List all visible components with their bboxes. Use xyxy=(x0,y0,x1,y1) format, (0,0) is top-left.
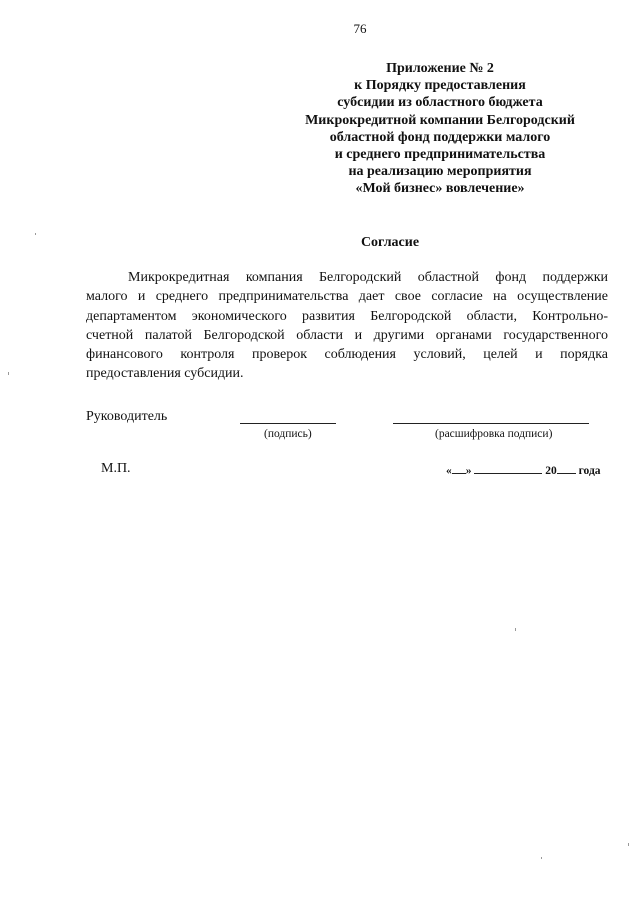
paragraph-line: счетной палатой Белгородской области и другими органами государственного xyxy=(86,327,608,343)
scan-speck xyxy=(628,843,629,846)
decoding-line xyxy=(393,423,589,424)
role-label: Руководитель xyxy=(86,409,168,424)
month-blank xyxy=(474,462,542,474)
date-open-quote: « xyxy=(446,465,452,477)
appendix-header xyxy=(270,60,610,198)
appendix-line: и среднего предпринимательства xyxy=(334,147,546,163)
decoding-caption: (расшифровка подписи) xyxy=(435,428,553,440)
stamp-label: М.П. xyxy=(101,461,131,476)
scan-speck xyxy=(541,857,542,859)
paragraph-line: предоставления субсидии. xyxy=(86,366,244,382)
appendix-line: Микрокредитной компании Белгородский xyxy=(305,112,575,128)
paragraph-line: финансового контроля проверок соблюдения условий, целей и порядка xyxy=(86,347,608,363)
paragraph-line: департаментом экономического развития Белгородской области, Контрольно- xyxy=(86,308,608,324)
document-title: Согласие xyxy=(360,235,420,250)
day-blank xyxy=(452,462,466,474)
year-suffix: года xyxy=(578,465,601,477)
year-prefix: 20 xyxy=(545,465,557,477)
appendix-line: к Порядку предоставления xyxy=(354,78,526,94)
signature-line xyxy=(240,423,336,424)
scan-speck xyxy=(35,233,36,235)
year-blank xyxy=(557,462,576,474)
date-close-quote: » xyxy=(465,465,472,477)
appendix-line: на реализацию мероприятия xyxy=(348,164,532,180)
date-line xyxy=(446,462,601,477)
paragraph-line: Микрокредитная компания Белгородский областной фонд поддержки xyxy=(128,270,608,285)
signature-caption: (подпись) xyxy=(264,428,312,440)
appendix-line: областной фонд поддержки малого xyxy=(329,129,551,145)
scan-speck xyxy=(8,372,9,375)
appendix-line: «Мой бизнес» вовлечение» xyxy=(355,181,525,197)
paragraph-line: малого и среднего предпринимательства дает свое согласие на осуществление xyxy=(86,289,608,305)
consent-paragraph xyxy=(86,268,608,384)
appendix-line: субсидии из областного бюджета xyxy=(337,95,543,111)
scan-speck xyxy=(515,628,516,631)
page-number: 76 xyxy=(353,21,367,36)
appendix-line: Приложение № 2 xyxy=(386,61,494,76)
